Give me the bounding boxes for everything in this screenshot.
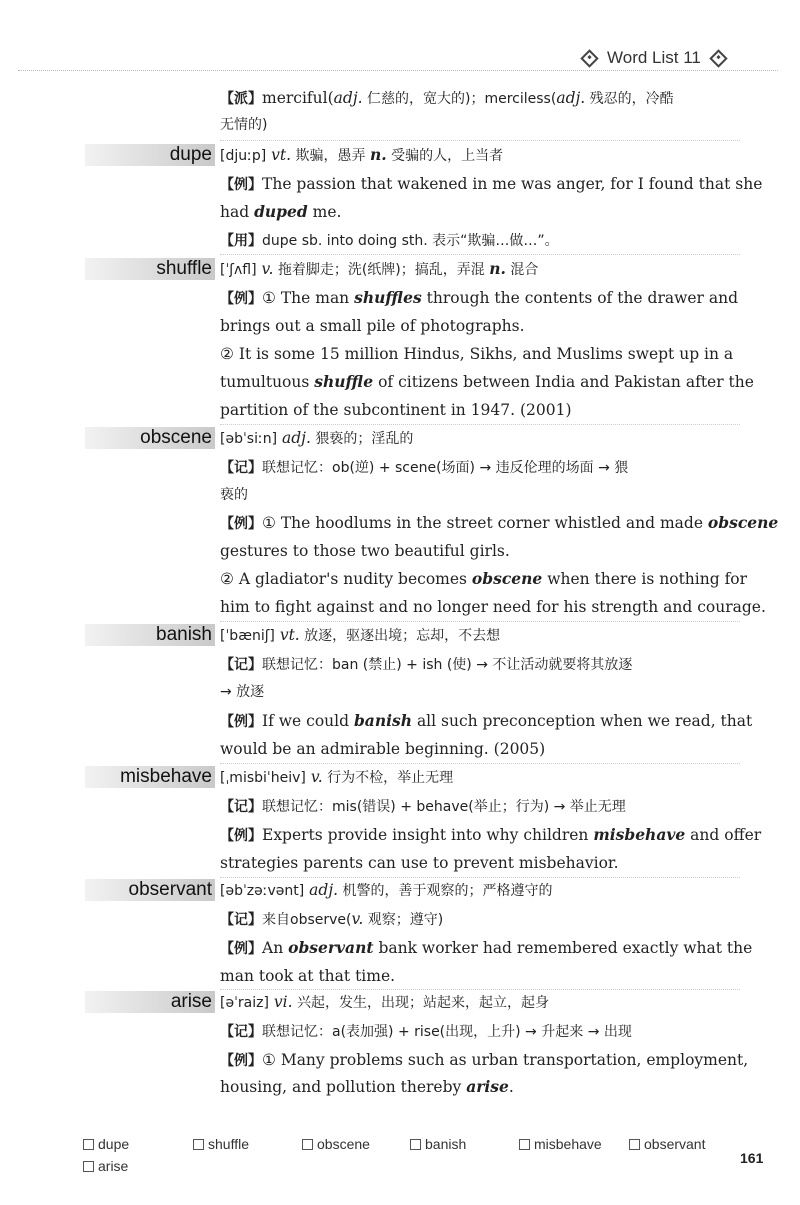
headword-bar — [85, 427, 215, 449]
entry-divider — [220, 254, 740, 255]
memory-line: 【记】联想记忆：a(表加强) + rise(出现，上升) → 升起来 → 出现 — [220, 1024, 632, 1040]
entry-divider — [220, 140, 740, 141]
example-line: 【例】① The man shuffles through the contents of the drawer and — [220, 288, 739, 307]
headword-bar — [85, 144, 215, 166]
example-line: brings out a small pile of photographs. — [220, 317, 525, 335]
word-list-title: Word List 11 — [607, 48, 701, 67]
review-checkbox-misbehave[interactable]: misbehave — [519, 1136, 602, 1152]
example-line: 【例】An observant bank worker had remembered exactly what the — [220, 938, 753, 957]
memory-line: 【记】联想记忆：ob(逆) + scene(场面) → 违反伦理的场面 → 猥 — [220, 460, 629, 476]
example-line: him to fight against and no longer need for his strength and courage. — [220, 598, 766, 616]
headword: arise — [170, 991, 212, 1012]
example-line: partition of the subcontinent in 1947. (2001) — [220, 401, 572, 419]
headword: obscene — [140, 427, 212, 448]
example-line: had duped me. — [220, 202, 342, 221]
entry-divider — [220, 989, 740, 990]
headword-bar — [85, 624, 215, 646]
memory-line: 亵的 — [220, 487, 248, 503]
checkbox-icon[interactable] — [193, 1139, 204, 1150]
example-line: gestures to those two beautiful girls. — [220, 542, 510, 560]
memory-line: 【记】来自observe(v. 观察；遵守) — [220, 910, 444, 928]
entry-divider — [220, 424, 740, 425]
memory-line: 【记】联想记忆：mis(错误) + behave(举止；行为) → 举止无理 — [220, 799, 626, 815]
example-line: 【例】Experts provide insight into why children misbehave and offer — [220, 825, 762, 844]
definition-line: [ˌmisbiˈheiv] v. 行为不检，举止无理 — [220, 768, 454, 786]
headword: shuffle — [156, 258, 212, 279]
review-checkbox-obscene[interactable]: obscene — [302, 1136, 370, 1152]
review-checkbox-banish[interactable]: banish — [410, 1136, 466, 1152]
review-checkbox-arise[interactable]: arise — [83, 1158, 128, 1174]
headword-bar — [85, 766, 215, 788]
memory-line: → 放逐 — [220, 684, 265, 700]
definition-line: [djuːp] vt. 欺骗，愚弄 n. 受骗的人，上当者 — [220, 145, 504, 164]
definition-line: [əbˈsiːn] adj. 猥亵的；淫乱的 — [220, 429, 414, 447]
headword-bar — [85, 879, 215, 901]
example-line: housing, and pollution thereby arise. — [220, 1077, 514, 1096]
header-rule — [18, 70, 778, 71]
review-checkbox-shuffle[interactable]: shuffle — [193, 1136, 249, 1152]
definition-line: [ˈbæniʃ] vt. 放逐，驱逐出境；忘却，不去想 — [220, 626, 501, 644]
review-checkbox-dupe[interactable]: dupe — [83, 1136, 129, 1152]
usage-line: 【用】dupe sb. into doing sth. 表示“欺骗…做…”。 — [220, 233, 559, 249]
example-line: ② It is some 15 million Hindus, Sikhs, and Muslims swept up in a — [220, 345, 734, 363]
example-line: ② A gladiator's nudity becomes obscene when there is nothing for — [220, 569, 748, 588]
headword: misbehave — [120, 766, 212, 787]
page-header — [580, 44, 780, 72]
page-number: 161 — [740, 1150, 764, 1166]
example-line: would be an admirable beginning. (2005) — [220, 740, 546, 758]
example-line: 【例】① Many problems such as urban transportation, employment, — [220, 1051, 749, 1069]
headword-bar — [85, 991, 215, 1013]
diamond-icon — [709, 49, 727, 67]
checkbox-icon[interactable] — [83, 1161, 94, 1172]
entry-divider — [220, 877, 740, 878]
definition-line: [əˈraiz] vi. 兴起，发生，出现；站起来，起立，起身 — [220, 993, 550, 1011]
checkbox-icon[interactable] — [83, 1139, 94, 1150]
example-line: man took at that time. — [220, 967, 396, 985]
diamond-icon — [580, 49, 598, 67]
headword: banish — [156, 624, 212, 645]
checkbox-icon[interactable] — [629, 1139, 640, 1150]
example-line: 【例】The passion that wakened in me was anger, for I found that she — [220, 175, 763, 193]
entry-divider — [220, 763, 740, 764]
entry-divider — [220, 621, 740, 622]
headword: dupe — [169, 144, 212, 165]
definition-line: [ˈʃʌfl] v. 拖着脚走；洗(纸牌)；搞乱，弄混 n. 混合 — [220, 259, 539, 278]
example-line: strategies parents can use to prevent misbehavior. — [220, 854, 619, 872]
headword-bar — [85, 258, 215, 280]
memory-line: 【记】联想记忆：ban (禁止) + ish (使) → 不让活动就要将其放逐 — [220, 657, 633, 673]
checkbox-icon[interactable] — [410, 1139, 421, 1150]
review-checkbox-observant[interactable]: observant — [629, 1136, 705, 1152]
headword: observant — [128, 879, 212, 900]
checkbox-icon[interactable] — [519, 1139, 530, 1150]
definition-line: [əbˈzəːvənt] adj. 机警的，善于观察的；严格遵守的 — [220, 881, 553, 899]
example-line: 【例】If we could banish all such preconception when we read, that — [220, 711, 753, 730]
derivative-line: 【派】merciful(adj. 仁慈的，宽大的)；merciless(adj. 残忍的，冷酷 — [220, 89, 674, 107]
example-line: tumultuous shuffle of citizens between India and Pakistan after the — [220, 372, 754, 391]
example-line: 【例】① The hoodlums in the street corner whistled and made obscene — [220, 513, 779, 532]
derivative-line-2: 无情的) — [220, 117, 268, 133]
checkbox-icon[interactable] — [302, 1139, 313, 1150]
